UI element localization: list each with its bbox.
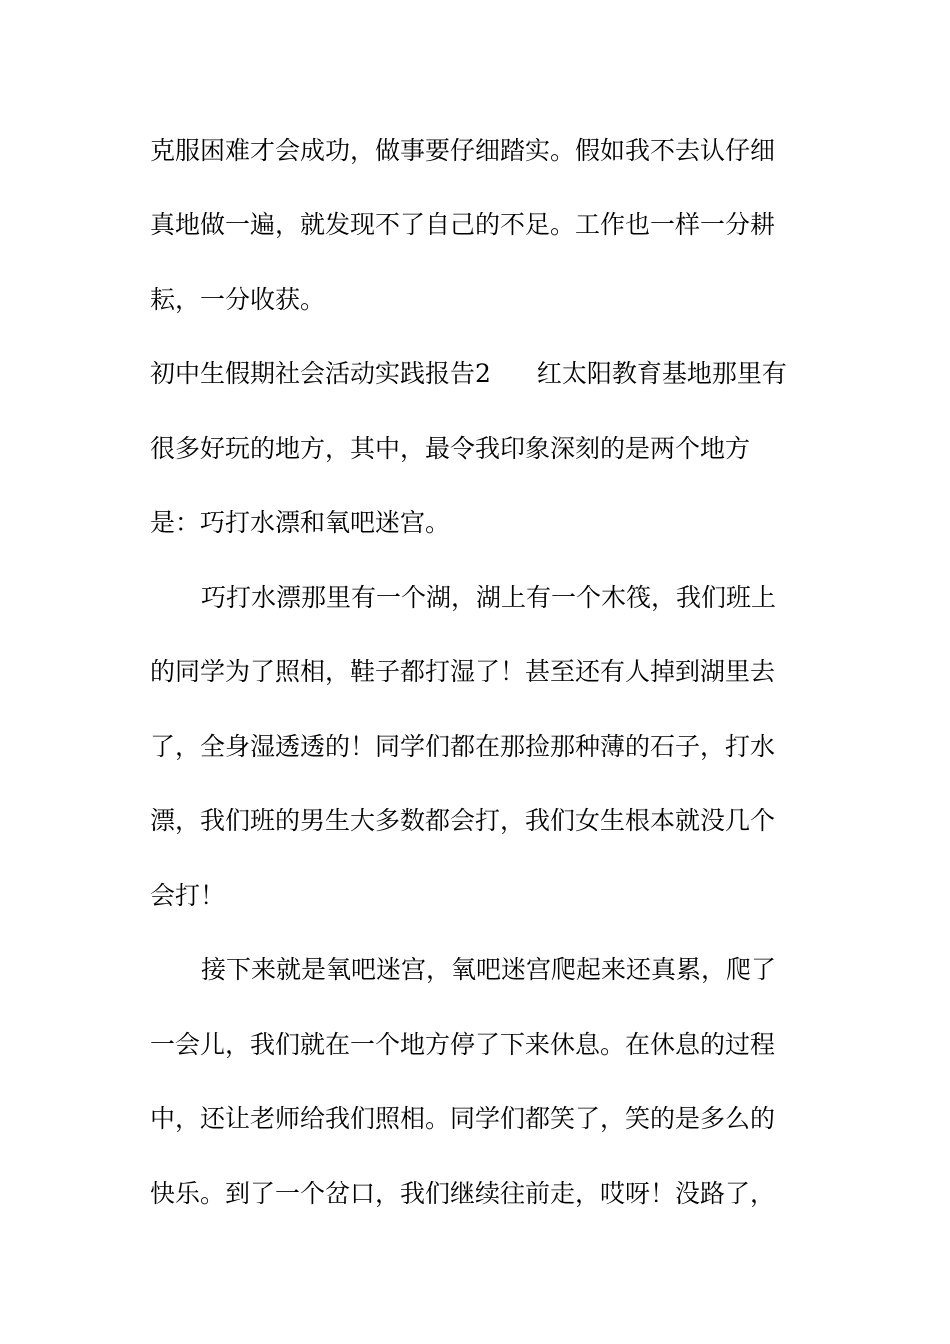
text-line: 是：巧打水漂和氧吧迷宫。 — [150, 508, 451, 537]
section-heading: 初中生假期社会活动实践报告2 — [150, 359, 491, 388]
section-heading-line — [150, 358, 830, 390]
text-line: 克服困难才会成功，做事要仔细踏实。假如我不去认仔细 — [150, 136, 776, 165]
text-line: 耘，一分收获。 — [150, 285, 326, 314]
text-line: 快乐。到了一个岔口，我们继续往前走，哎呀！没路了， — [150, 1179, 776, 1208]
text-line: 很多好玩的地方，其中，最令我印象深刻的是两个地方 — [150, 434, 751, 463]
text-line-continuation: 红太阳教育基地那里有 — [536, 359, 787, 388]
text-line: 漂，我们班的男生大多数都会打，我们女生根本就没几个 — [150, 806, 776, 835]
paragraph-first-line: 巧打水漂那里有一个湖，湖上有一个木筏，我们班上 — [201, 583, 777, 612]
text-line: 真地做一遍，就发现不了自己的不足。工作也一样一分耕 — [150, 210, 776, 239]
text-line: 中，还让老师给我们照相。同学们都笑了，笑的是多么的 — [150, 1104, 776, 1133]
text-line: 会打！ — [150, 881, 226, 910]
text-line: 了，全身湿透透的！同学们都在那捡那种薄的石子，打水 — [150, 732, 776, 761]
text-line: 一会儿，我们就在一个地方停了下来休息。在休息的过程 — [150, 1030, 776, 1059]
text-line: 的同学为了照相，鞋子都打湿了！甚至还有人掉到湖里去 — [150, 657, 776, 686]
paragraph-first-line: 接下来就是氧吧迷宫，氧吧迷宫爬起来还真累，爬了 — [201, 955, 777, 984]
